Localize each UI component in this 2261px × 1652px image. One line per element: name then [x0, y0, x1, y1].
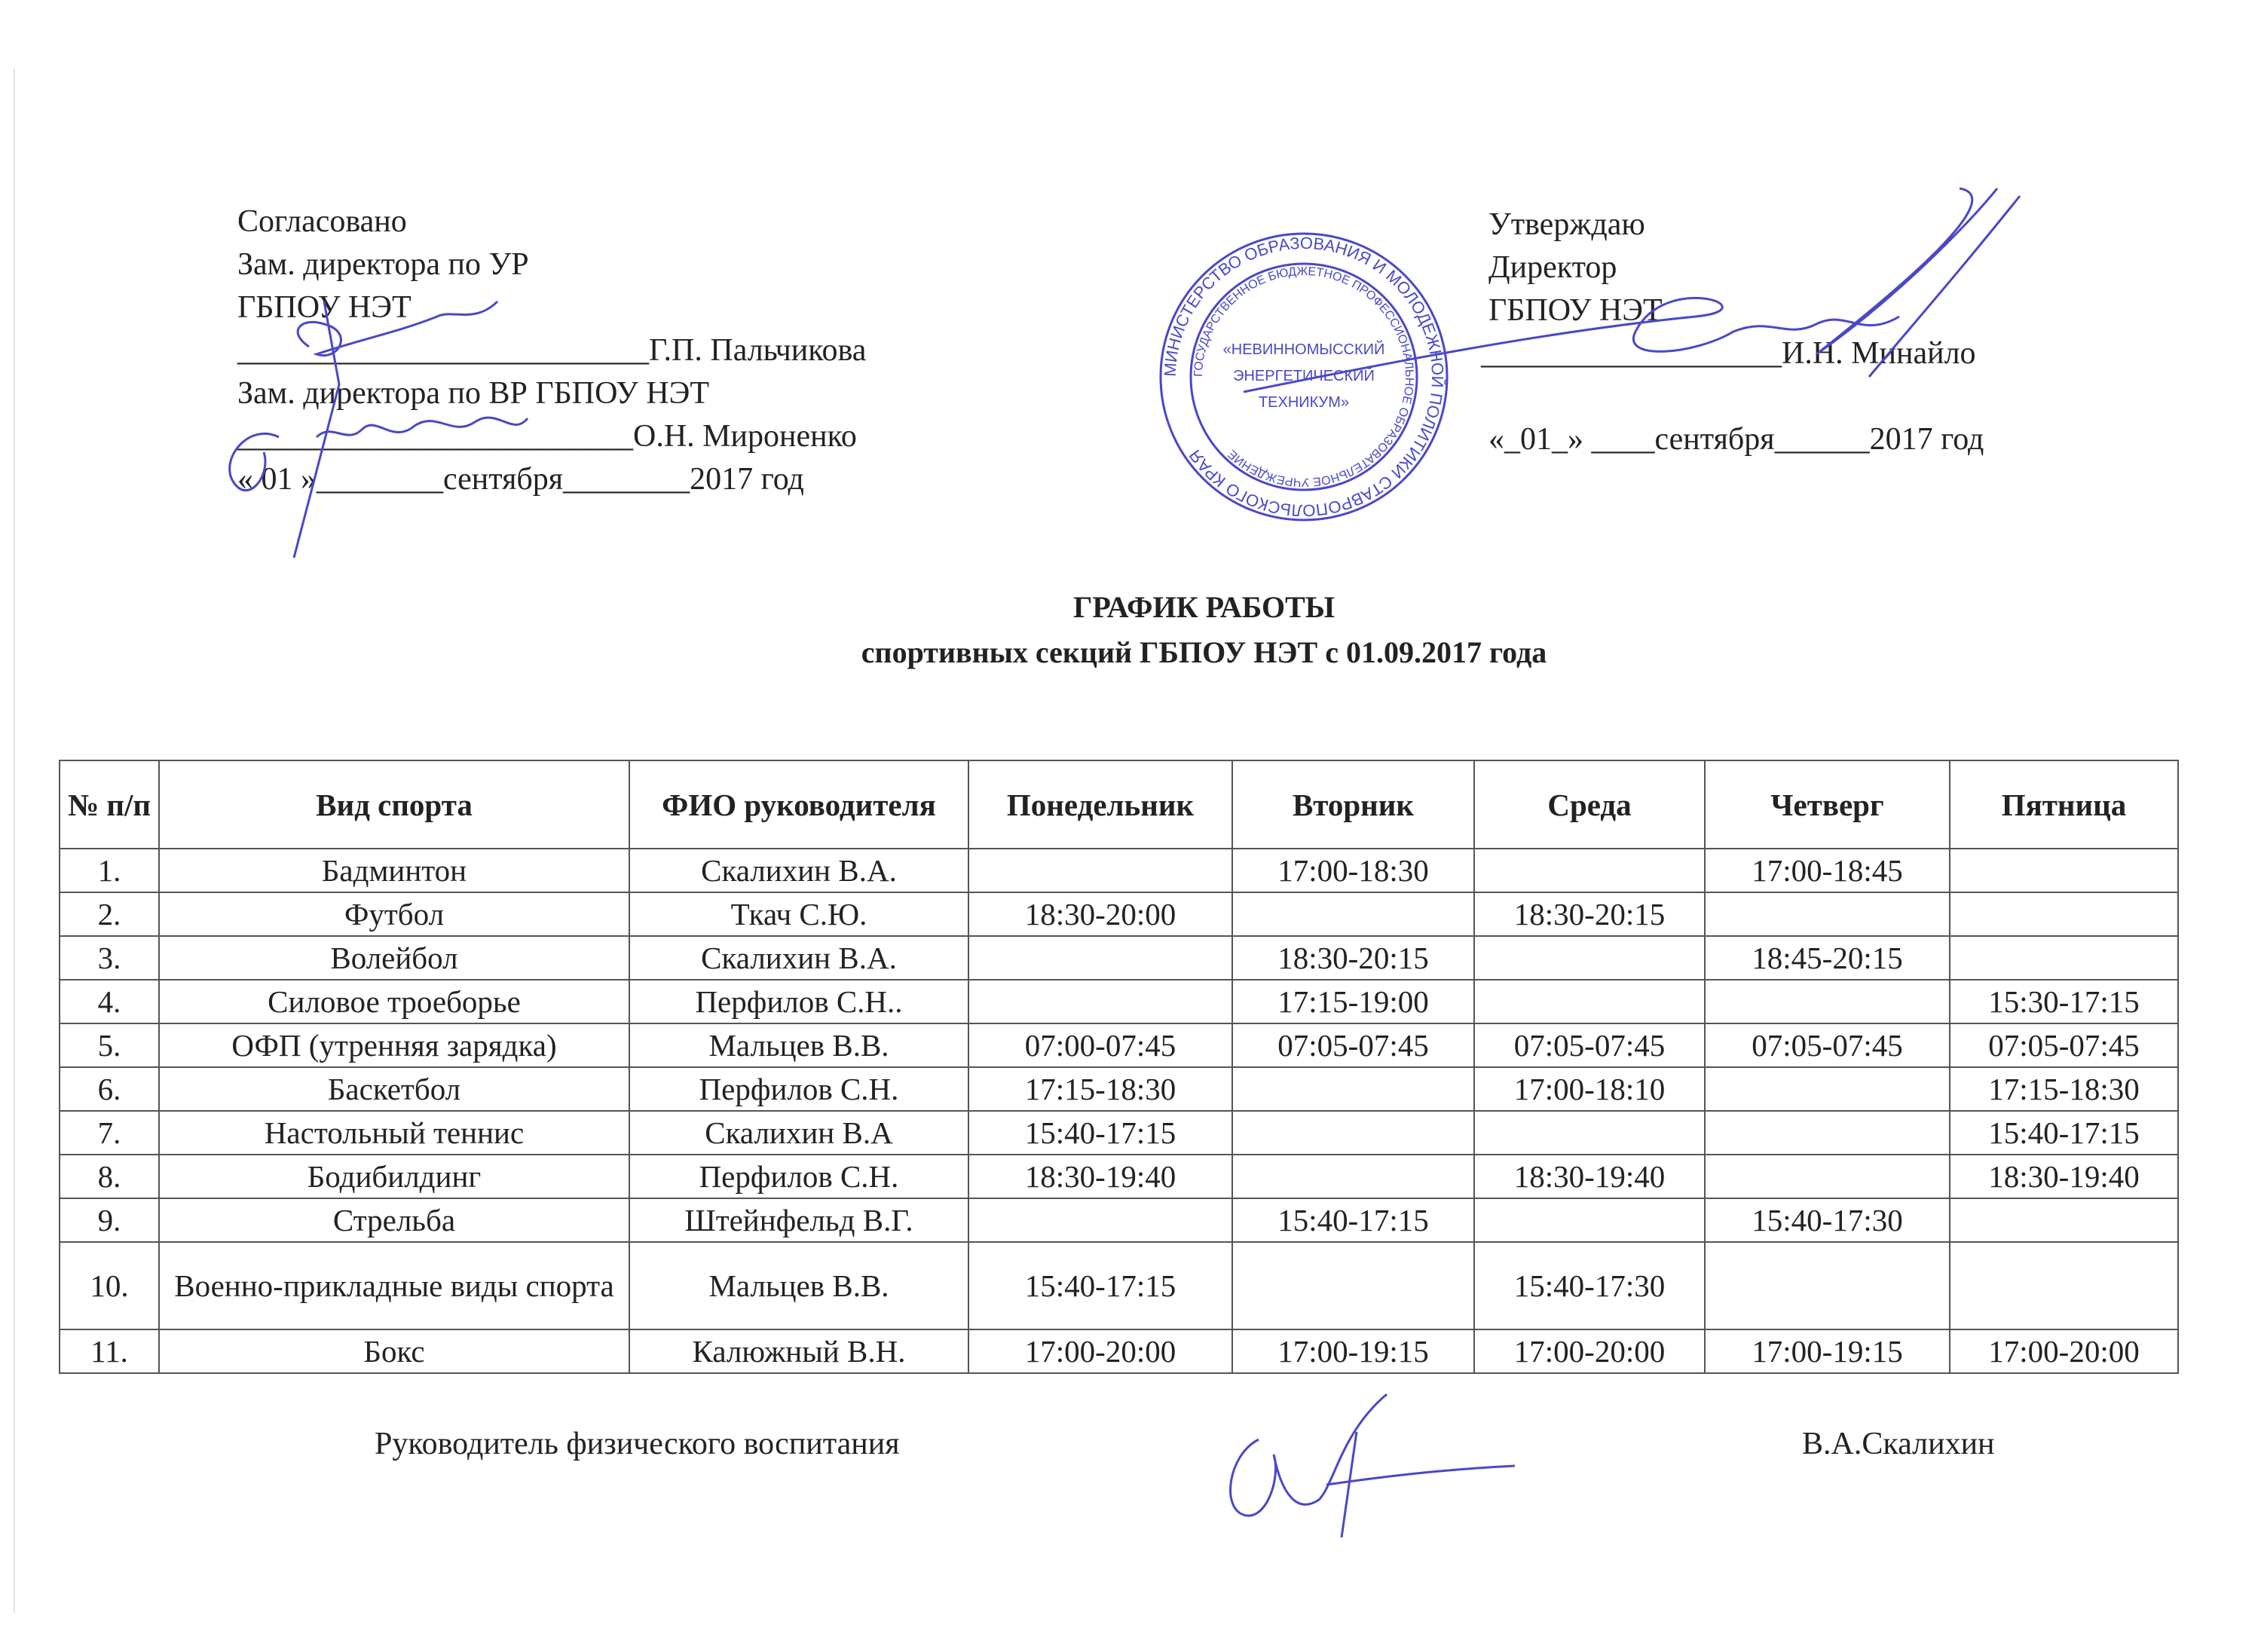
- schedule-cell: 07:05-07:45: [1232, 1023, 1474, 1067]
- sport-name: Баскетбол: [159, 1067, 629, 1111]
- schedule-cell: 15:40-17:15: [968, 1242, 1232, 1329]
- column-header: Вторник: [1232, 760, 1474, 849]
- sport-name: ОФП (утренняя зарядка): [159, 1023, 629, 1067]
- row-number: 8.: [60, 1155, 159, 1198]
- table-row: [60, 1242, 2178, 1329]
- schedule-cell: 15:40-17:30: [1705, 1198, 1950, 1242]
- coach-name: Скалихин В.А.: [629, 849, 968, 892]
- schedule-cell: [1950, 892, 2178, 936]
- approval-date-right: «_01_» ____сентября______2017 год: [1488, 422, 1984, 457]
- column-header: Четверг: [1705, 760, 1950, 849]
- signature-line-palchikova: __________________________Г.П. Пальчикова: [237, 333, 867, 368]
- schedule-table: [59, 760, 2179, 1374]
- column-header: Среда: [1474, 760, 1705, 849]
- table-row: [60, 1329, 2178, 1373]
- scan-edge: [14, 68, 15, 1613]
- schedule-cell: [1232, 1242, 1474, 1329]
- approval-heading-right: Утверждаю: [1488, 207, 1645, 242]
- schedule-cell: 18:30-20:00: [968, 892, 1232, 936]
- sport-name: Волейбол: [159, 936, 629, 980]
- schedule-cell: [1474, 1198, 1705, 1242]
- sport-name: Стрельба: [159, 1198, 629, 1242]
- coach-name: Перфилов С.Н..: [629, 980, 968, 1023]
- schedule-cell: 17:00-19:15: [1232, 1329, 1474, 1373]
- stamp-inner-text: «НЕВИННОМЫССКИЙ: [1222, 341, 1385, 358]
- schedule-cell: 15:40-17:15: [1950, 1111, 2178, 1155]
- sport-name: Настольный теннис: [159, 1111, 629, 1155]
- schedule-cell: [1950, 1242, 2178, 1329]
- document-subtitle: спортивных секций ГБПОУ НЭТ с 01.09.2017 года: [861, 635, 1547, 669]
- schedule-cell: [968, 849, 1232, 892]
- table-row: [60, 1023, 2178, 1067]
- row-number: 10.: [60, 1242, 159, 1329]
- coach-name: Мальцев В.В.: [629, 1023, 968, 1067]
- schedule-cell: [1950, 849, 2178, 892]
- coach-name: Штейнфельд В.Г.: [629, 1198, 968, 1242]
- schedule-cell: [1474, 936, 1705, 980]
- row-number: 6.: [60, 1067, 159, 1111]
- sport-name: Военно-прикладные виды спорта: [159, 1242, 629, 1329]
- schedule-cell: [1474, 849, 1705, 892]
- sport-name: Бодибилдинг: [159, 1155, 629, 1198]
- coach-name: Перфилов С.Н.: [629, 1155, 968, 1198]
- row-number: 7.: [60, 1111, 159, 1155]
- coach-name: Скалихин В.А.: [629, 936, 968, 980]
- table-row: [60, 892, 2178, 936]
- director-position: Директор: [1488, 250, 1617, 285]
- footer-name: В.А.Скалихин: [1802, 1427, 1995, 1461]
- schedule-cell: [968, 1198, 1232, 1242]
- schedule-cell: [1705, 1067, 1950, 1111]
- sport-name: Бадминтон: [159, 849, 629, 892]
- schedule-cell: 07:00-07:45: [968, 1023, 1232, 1067]
- schedule-cell: 15:40-17:15: [968, 1111, 1232, 1155]
- schedule-cell: 18:30-19:40: [1474, 1155, 1705, 1198]
- schedule-cell: 18:30-19:40: [968, 1155, 1232, 1198]
- schedule-cell: [1232, 892, 1474, 936]
- coach-name: Ткач С.Ю.: [629, 892, 968, 936]
- approval-heading: Согласовано: [237, 204, 407, 239]
- coach-name: Перфилов С.Н.: [629, 1067, 968, 1111]
- table-row: [60, 1111, 2178, 1155]
- schedule-cell: 15:30-17:15: [1950, 980, 2178, 1023]
- table-row: [60, 849, 2178, 892]
- row-number: 5.: [60, 1023, 159, 1067]
- table-row: [60, 1067, 2178, 1111]
- schedule-cell: 15:40-17:30: [1474, 1242, 1705, 1329]
- schedule-cell: [1232, 1111, 1474, 1155]
- table-row: [60, 980, 2178, 1023]
- schedule-cell: 07:05-07:45: [1705, 1023, 1950, 1067]
- schedule-cell: [1232, 1067, 1474, 1111]
- row-number: 3.: [60, 936, 159, 980]
- schedule-cell: 17:15-19:00: [1232, 980, 1474, 1023]
- schedule-cell: 07:05-07:45: [1950, 1023, 2178, 1067]
- table-row: [60, 1198, 2178, 1242]
- schedule-cell: [1232, 1155, 1474, 1198]
- approval-position-vr: Зам. директора по ВР ГБПОУ НЭТ: [237, 376, 710, 411]
- approval-position: Зам. директора по УР: [237, 247, 529, 282]
- row-number: 11.: [60, 1329, 159, 1373]
- footer-role: Руководитель физического воспитания: [375, 1427, 900, 1461]
- schedule-cell: [1950, 1198, 2178, 1242]
- schedule-cell: 17:00-20:00: [968, 1329, 1232, 1373]
- schedule-cell: 17:00-18:45: [1705, 849, 1950, 892]
- schedule-cell: [968, 980, 1232, 1023]
- schedule-cell: 17:00-20:00: [1474, 1329, 1705, 1373]
- schedule-cell: 17:15-18:30: [968, 1067, 1232, 1111]
- schedule-cell: [1705, 980, 1950, 1023]
- table-row: [60, 1155, 2178, 1198]
- stamp-outer-text: МИНИСТЕРСТВО ОБРАЗОВАНИЯ И МОЛОДЕЖНОЙ ПОЛИТИКИ СТАВРОПОЛЬСКОГО КРАЯ: [1160, 233, 1448, 521]
- sport-name: Бокс: [159, 1329, 629, 1373]
- approval-date: « 01 »________сентября________2017 год: [237, 462, 804, 497]
- column-header: № п/п: [60, 760, 159, 849]
- document-title: ГРАФИК РАБОТЫ: [1072, 590, 1335, 624]
- schedule-cell: 18:30-19:40: [1950, 1155, 2178, 1198]
- signature-right: [1244, 181, 2035, 407]
- schedule-cell: 18:30-20:15: [1232, 936, 1474, 980]
- schedule-cell: 15:40-17:15: [1232, 1198, 1474, 1242]
- signature-line-minailo: ___________________И.Н. Минайло: [1481, 336, 1976, 371]
- schedule-cell: [1705, 1242, 1950, 1329]
- schedule-cell: [1705, 1155, 1950, 1198]
- schedule-cell: 17:00-18:30: [1232, 849, 1474, 892]
- table-row: [60, 936, 2178, 980]
- schedule-cell: [1474, 1111, 1705, 1155]
- sport-name: Силовое троеборье: [159, 980, 629, 1023]
- schedule-cell: 07:05-07:45: [1474, 1023, 1705, 1067]
- schedule-cell: 17:00-18:10: [1474, 1067, 1705, 1111]
- column-header: Пятница: [1950, 760, 2178, 849]
- stamp-middle-text: ГОСУДАРСТВЕННОЕ БЮДЖЕТНОЕ ПРОФЕССИОНАЛЬНОЕ ОБРАЗОВАТЕЛЬНОЕ УЧРЕЖДЕНИЕ: [1192, 265, 1416, 489]
- stamp-inner-text: ТЕХНИКУМ»: [1258, 394, 1350, 411]
- director-org: ГБПОУ НЭТ: [1488, 293, 1663, 328]
- schedule-cell: 17:00-19:15: [1705, 1329, 1950, 1373]
- schedule-cell: [1474, 980, 1705, 1023]
- table-header-row: [60, 760, 2178, 849]
- column-header: Понедельник: [968, 760, 1232, 849]
- coach-name: Скалихин В.А: [629, 1111, 968, 1155]
- stamp-inner-text: ЭНЕРГЕТИЧЕСКИЙ: [1233, 368, 1375, 384]
- schedule-cell: [1705, 1111, 1950, 1155]
- sport-name: Футбол: [159, 892, 629, 936]
- signature-footer: [1213, 1387, 1515, 1537]
- schedule-cell: 18:45-20:15: [1705, 936, 1950, 980]
- schedule-cell: [968, 936, 1232, 980]
- coach-name: Мальцев В.В.: [629, 1242, 968, 1329]
- row-number: 4.: [60, 980, 159, 1023]
- row-number: 2.: [60, 892, 159, 936]
- schedule-cell: 17:15-18:30: [1950, 1067, 2178, 1111]
- row-number: 1.: [60, 849, 159, 892]
- signature-left: [211, 286, 588, 573]
- schedule-cell: 18:30-20:15: [1474, 892, 1705, 936]
- schedule-cell: 17:00-20:00: [1950, 1329, 2178, 1373]
- signature-line-mironenko: _________________________О.Н. Мироненко: [237, 419, 857, 454]
- column-header: Вид спорта: [159, 760, 629, 849]
- approval-org: ГБПОУ НЭТ: [237, 290, 412, 325]
- column-header: ФИО руководителя: [629, 760, 968, 849]
- coach-name: Калюжный В.Н.: [629, 1329, 968, 1373]
- row-number: 9.: [60, 1198, 159, 1242]
- schedule-cell: [1705, 892, 1950, 936]
- schedule-cell: [1950, 936, 2178, 980]
